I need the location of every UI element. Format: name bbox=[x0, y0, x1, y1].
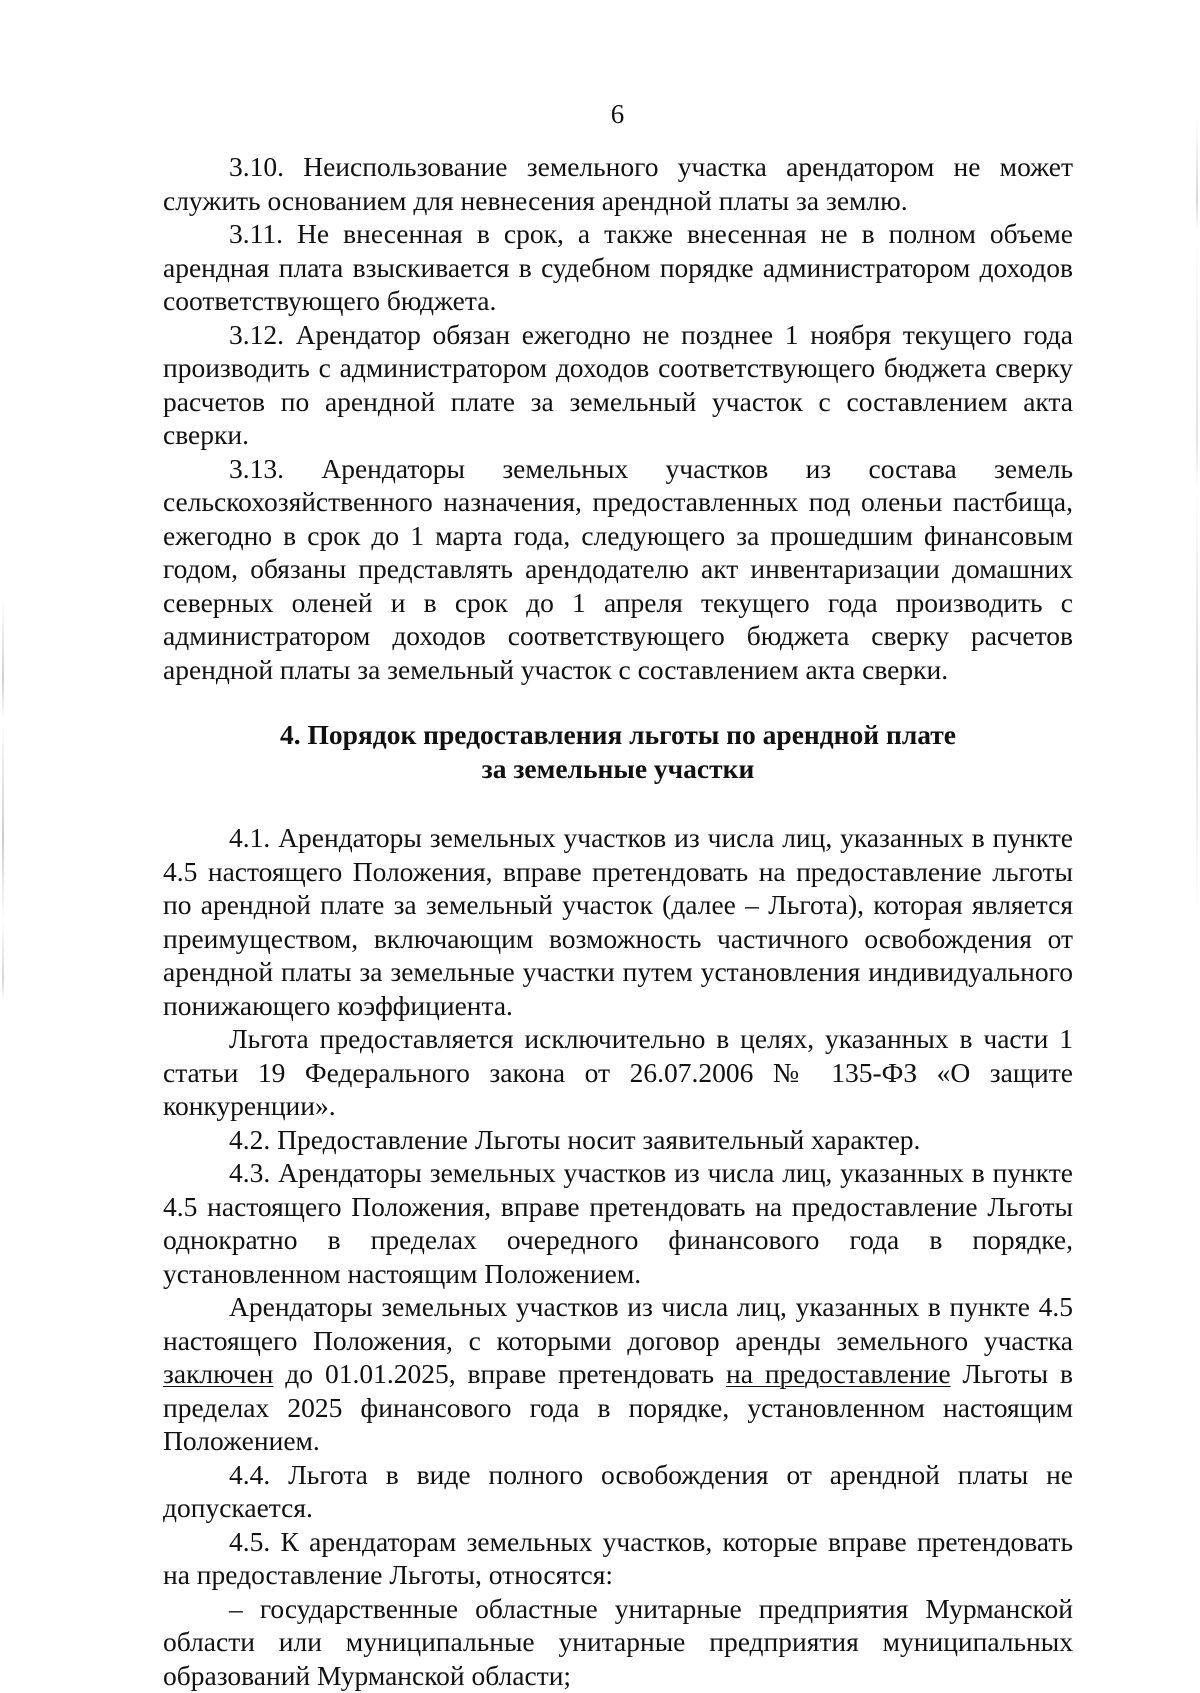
paragraph-3-10: 3.10. Неиспользование земельного участка арендатором не может служить основанием для невнесения арендной платы за землю. bbox=[163, 151, 1073, 216]
paragraph-4-1: 4.1. Арендаторы земельных участков из числа лиц, указанных в пункте 4.5 настоящего Положения, вправе претендовать на предоставление льготы по арендной плате за земельный участок (далее – Льгота), которая является преимуществом, включающим возможность частичного освобождения от арендной платы за земельные участки путем установления индивидуального понижающего коэффициента. bbox=[163, 822, 1073, 1021]
paragraph-4-3-continued bbox=[163, 1290, 1073, 1458]
paragraph-4-2: 4.2. Предоставление Льготы носит заявительный характер. bbox=[229, 1123, 921, 1155]
scan-edge-left bbox=[2, 600, 4, 1000]
paragraph-4-3-continued-part-2: до 01.01.2025, вправе претендовать bbox=[273, 1358, 727, 1389]
paragraph-3-12: 3.12. Арендатор обязан ежегодно не позднее 1 ноября текущего года производить с администратором доходов соответствующего бюджета сверку расчетов по арендной плате за земельный участок с составлением акта сверки. bbox=[163, 318, 1073, 450]
paragraph-3-13: 3.13. Арендаторы земельных участков из состава земель сельскохозяйственного назначения, предоставленных под оленьи пастбища, ежегодно в срок до 1 марта года, следующего за прошедшим финансовым годом, обязаны представлять арендодателю акт инвентаризации домашних северных оленей и в срок до 1 апреля текущего года производить с администратором доходов соответствующего бюджета сверку расчетов арендной платы за земельный участок с составлением акта сверки. bbox=[163, 452, 1073, 685]
section-4-heading-line-1: 4. Порядок предоставления льготы по арендной плате bbox=[279, 719, 957, 750]
paragraph-3-11: 3.11. Не внесенная в срок, а также внесенная не в полном объеме арендная плата взыскивается в судебном порядке администратором доходов соответствующего бюджета. bbox=[163, 218, 1073, 316]
paragraph-4-3: 4.3. Арендаторы земельных участков из числа лиц, указанных в пункте 4.5 настоящего Положения, вправе претендовать на предоставление Льготы однократно в пределах очередного финансового года в порядке, установленном настоящим Положением. bbox=[163, 1157, 1073, 1289]
list-item-unitary-enterprises: – государственные областные унитарные предприятия Мурманской области или муниципальные унитарные предприятия муниципальных образований Мурманской области; bbox=[163, 1592, 1073, 1691]
paragraph-4-3-continued-part-3: Льготы в пределах 2025 финансового года в порядке, установленном настоящим Положением. bbox=[163, 1358, 1074, 1456]
scan-edge-right bbox=[1196, 120, 1198, 920]
section-4-heading-line-2: за земельные участки bbox=[481, 752, 755, 784]
page-number: 6 bbox=[610, 99, 625, 129]
document-body bbox=[163, 150, 1073, 1692]
paragraph-4-3-continued-part-1: Арендаторы земельных участков из числа лиц, указанных в пункте 4.5 настоящего Положения, с которыми договор аренды земельного участка bbox=[163, 1291, 1073, 1356]
paragraph-4-4: 4.4. Льгота в виде полного освобождения от арендной платы не допускается. bbox=[163, 1458, 1073, 1523]
section-4-heading bbox=[163, 718, 1073, 785]
paragraph-4-1-continued: Льгота предоставляется исключительно в целях, указанных в части 1 статьи 19 Федерального закона от 26.07.2006 № 135-ФЗ «О защите конкуренции». bbox=[163, 1023, 1073, 1121]
underlined-word-concluded: заключен bbox=[163, 1358, 274, 1389]
underlined-phrase-provision: на предоставление bbox=[726, 1358, 951, 1389]
paragraph-4-5: 4.5. К арендаторам земельных участков, которые вправе претендовать на предоставление Льготы, относятся: bbox=[163, 1525, 1073, 1590]
